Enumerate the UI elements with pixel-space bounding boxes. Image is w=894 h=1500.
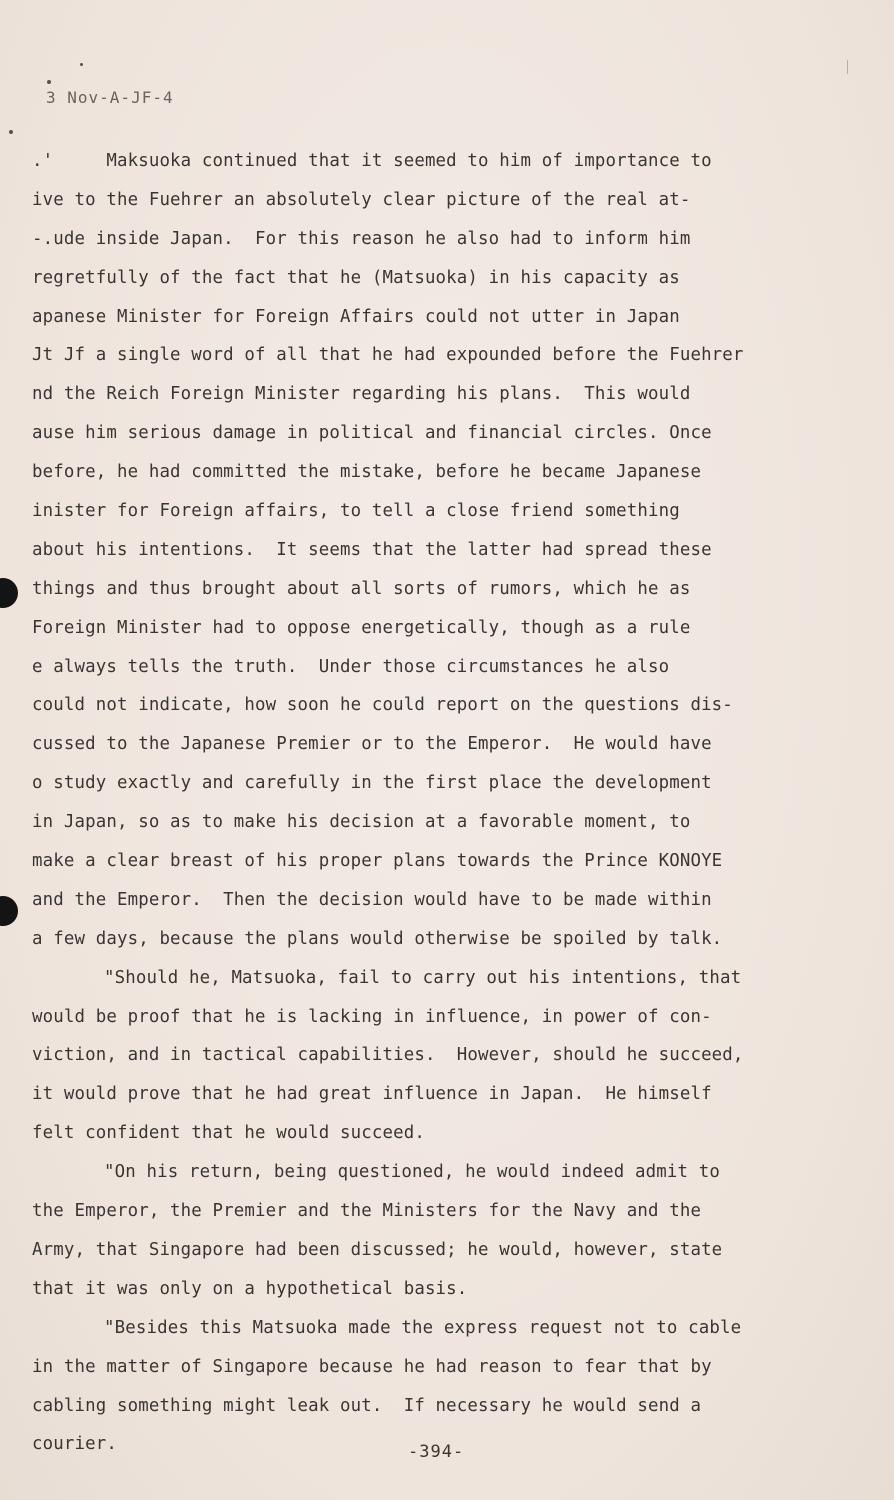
text-line: nd the Reich Foreign Minister regarding his plans. This would <box>32 384 691 405</box>
text-line: -.ude inside Japan. For this reason he also had to inform him <box>32 228 691 249</box>
text-line: apanese Minister for Foreign Affairs could not utter in Japan <box>32 306 680 327</box>
text-line: in the matter of Singapore because he had reason to fear that by <box>32 1356 712 1377</box>
page-number: -394- <box>408 1442 465 1462</box>
text-line: could not indicate, how soon he could report on the questions dis- <box>32 695 733 716</box>
text-line: inister for Foreign affairs, to tell a close friend something <box>32 501 680 522</box>
text-line: the Emperor, the Premier and the Ministers for the Navy and the <box>32 1201 702 1222</box>
paragraph-start-line: "Should he, Matsuoka, fail to carry out his intentions, that <box>104 967 742 988</box>
text-line: cussed to the Japanese Premier or to the Emperor. He would have <box>32 734 712 755</box>
text-line: things and thus brought about all sorts of rumors, which he as <box>32 578 691 599</box>
text-line: regretfully of the fact that he (Matsuoka) in his capacity as <box>32 267 680 288</box>
text-line: would be proof that he is lacking in influence, in power of con- <box>32 1006 712 1027</box>
text-line: .' Maksuoka continued that it seemed to him of importance to <box>32 151 712 171</box>
ink-speck <box>80 63 83 66</box>
text-line: that it was only on a hypothetical basis. <box>32 1278 468 1299</box>
text-line: a few days, because the plans would otherwise be spoiled by talk. <box>32 928 723 949</box>
text-line: e always tells the truth. Under those circumstances he also <box>32 656 670 677</box>
text-line: courier. <box>32 1434 117 1455</box>
ink-speck <box>9 130 13 134</box>
text-line: about his intentions. It seems that the latter had spread these <box>32 539 712 560</box>
text-line: before, he had committed the mistake, before he became Japanese <box>32 462 702 483</box>
text-line: and the Emperor. Then the decision would have to be made within <box>32 889 712 910</box>
document-body <box>32 142 832 1464</box>
text-line: Jt Jf a single word of all that he had expounded before the Fuehrer <box>32 345 744 366</box>
text-line: cabling something might leak out. If necessary he would send a <box>32 1395 702 1416</box>
document-reference-code: 3 Nov-A-JF-4 <box>46 88 174 107</box>
text-line: make a clear breast of his proper plans towards the Prince KONOYE <box>32 851 723 872</box>
paragraph-start-line: "Besides this Matsuoka made the express request not to cable <box>104 1317 742 1338</box>
text-line: in Japan, so as to make his decision at a favorable moment, to <box>32 812 691 833</box>
text-line: ive to the Fuehrer an absolutely clear picture of the real at- <box>32 189 691 210</box>
text-line: felt confident that he would succeed. <box>32 1123 425 1144</box>
text-line: ause him serious damage in political and financial circles. Once <box>32 423 712 444</box>
text-line: o study exactly and carefully in the first place the development <box>32 773 712 794</box>
text-line: Army, that Singapore had been discussed; he would, however, state <box>32 1239 723 1260</box>
paragraph-start-line: "On his return, being questioned, he would indeed admit to <box>104 1162 720 1183</box>
punch-hole-bottom <box>0 896 18 926</box>
text-line: viction, and in tactical capabilities. However, should he succeed, <box>32 1045 744 1066</box>
punch-hole-top <box>0 578 18 608</box>
ink-speck <box>47 80 51 84</box>
edge-mark <box>847 60 848 74</box>
text-line: it would prove that he had great influence in Japan. He himself <box>32 1084 712 1105</box>
text-line: Foreign Minister had to oppose energetically, though as a rule <box>32 617 691 638</box>
